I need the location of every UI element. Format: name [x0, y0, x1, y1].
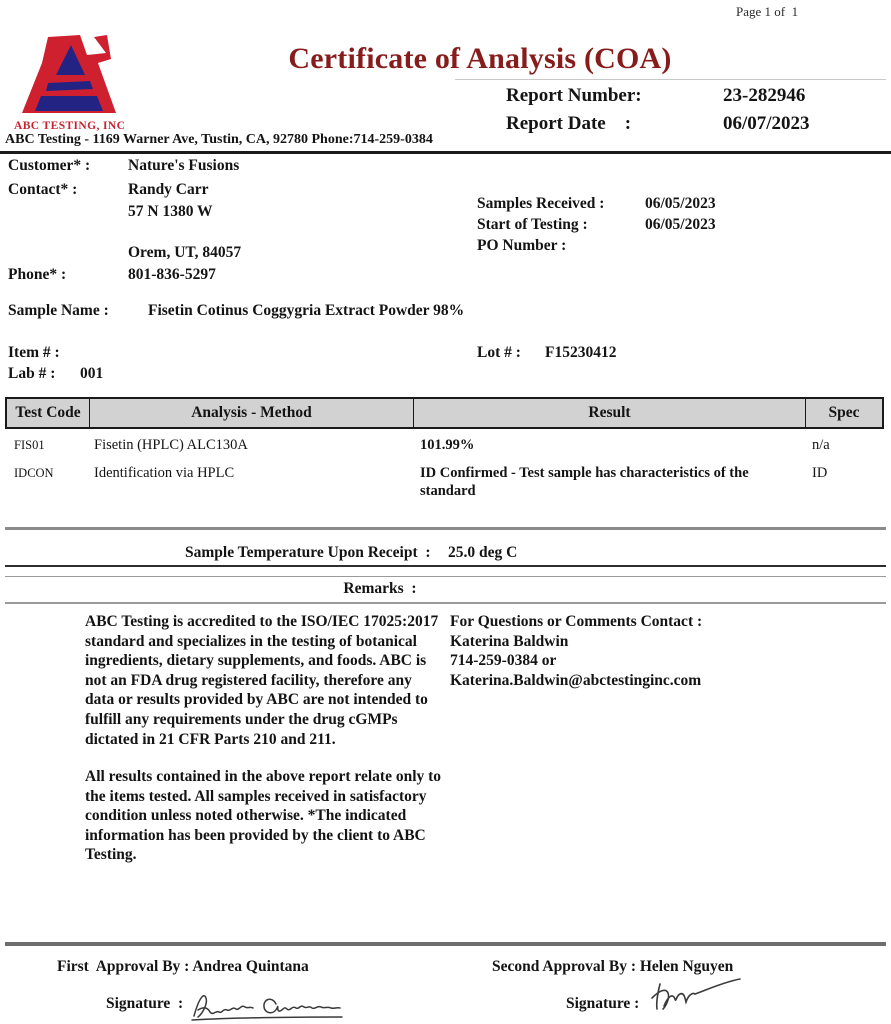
flask-logo-icon: [14, 33, 132, 117]
po-number-label: PO Number :: [477, 237, 567, 254]
report-number-value: 23-282946: [723, 85, 806, 106]
questions-contact-email: Katerina.Baldwin@abctestinginc.com: [450, 672, 702, 689]
divider-table-bottom: [5, 527, 886, 530]
questions-contact-phone: 714-259-0384 or: [450, 652, 557, 669]
accreditation-paragraph: ABC Testing is accredited to the ISO/IEC 17025:2017 standard and specializes in the testing of botanical ingredients, dietary supplements, and foods. ABC is not an FDA drug registered facility, therefore any data or results provided by ABC are not intended to fulfill any requirements under the drug cGMPs dictated in 21 CFR Parts 210 and 211.: [85, 613, 439, 748]
divider-header: [0, 151, 891, 154]
first-signature-label: Signature :: [106, 995, 184, 1012]
temperature-label: Sample Temperature Upon Receipt :: [185, 544, 431, 561]
customer-label: Customer* :: [8, 157, 91, 174]
company-logo: [14, 33, 154, 138]
lot-value: F15230412: [545, 344, 617, 361]
item-label: Item # :: [8, 344, 60, 361]
table-row-method: Fisetin (HPLC) ALC130A: [94, 437, 248, 453]
results-table-header: [5, 397, 884, 429]
lot-label: Lot # :: [477, 344, 521, 361]
contact-address-line1: 57 N 1380 W: [128, 203, 213, 220]
samples-received-value: 06/05/2023: [645, 195, 716, 212]
customer-name: Nature's Fusions: [128, 157, 240, 174]
column-header-spec: Spec: [828, 404, 860, 421]
document-title: Certificate of Analysis (COA): [288, 42, 672, 75]
column-header-test-code: Test Code: [7, 399, 90, 427]
temperature-value: 25.0 deg C: [448, 544, 518, 561]
table-row-spec: ID: [812, 465, 828, 481]
report-date-value: 06/07/2023: [723, 113, 810, 134]
divider-report-block: [455, 79, 886, 80]
divider-remarks-top: [5, 576, 886, 577]
disclaimer-paragraph: All results contained in the above report relate only to the items tested. All samples received in satisfactory condition unless noted otherwise. *The indicated information has been provided by the client to ABC Testing.: [85, 768, 442, 864]
first-approval-signature: [190, 986, 355, 1024]
table-row-result: ID Confirmed - Test sample has characteristics of the standard: [420, 465, 749, 499]
contact-name: Randy Carr: [128, 181, 209, 198]
divider-temperature: [5, 565, 886, 567]
second-approval-by: Second Approval By : Helen Nguyen: [492, 958, 734, 975]
remarks-label: Remarks :: [343, 580, 417, 597]
second-signature-label: Signature :: [566, 995, 640, 1012]
lab-value: 001: [80, 365, 104, 382]
table-row-spec: n/a: [812, 437, 830, 453]
report-number-label: Report Number:: [506, 85, 642, 106]
sample-name-label: Sample Name :: [8, 302, 109, 319]
phone-value: 801-836-5297: [128, 266, 216, 283]
start-of-testing-label: Start of Testing :: [477, 216, 588, 233]
page-number: Page 1 of 1: [736, 4, 799, 19]
report-date-label: Report Date :: [506, 113, 632, 134]
second-approval-signature: [648, 978, 746, 1013]
first-approval-by: First Approval By : Andrea Quintana: [57, 958, 309, 975]
sample-name-value: Fisetin Cotinus Coggygria Extract Powder 98%: [148, 302, 465, 319]
questions-contact-heading: For Questions or Comments Contact :: [450, 613, 703, 630]
samples-received-label: Samples Received :: [477, 195, 605, 212]
lab-address: ABC Testing - 1169 Warner Ave, Tustin, CA, 92780 Phone:714-259-0384: [5, 132, 433, 147]
table-row-test-code: IDCON: [14, 466, 54, 480]
column-header-analysis-method: Analysis - Method: [90, 399, 414, 427]
table-row-test-code: FIS01: [14, 438, 45, 452]
lab-label: Lab # :: [8, 365, 56, 382]
start-of-testing-value: 06/05/2023: [645, 216, 716, 233]
table-row-method: Identification via HPLC: [94, 465, 235, 481]
contact-label: Contact* :: [8, 181, 78, 198]
table-row-result: 101.99%: [420, 437, 475, 453]
logo-company-name: ABC TESTING, INC: [14, 120, 126, 132]
divider-remarks-bottom: [5, 602, 886, 604]
column-header-result: Result: [414, 399, 806, 427]
questions-contact-name: Katerina Baldwin: [450, 633, 569, 650]
phone-label: Phone* :: [8, 266, 67, 283]
divider-approvals: [5, 942, 886, 946]
contact-address-line2: Orem, UT, 84057: [128, 244, 242, 261]
